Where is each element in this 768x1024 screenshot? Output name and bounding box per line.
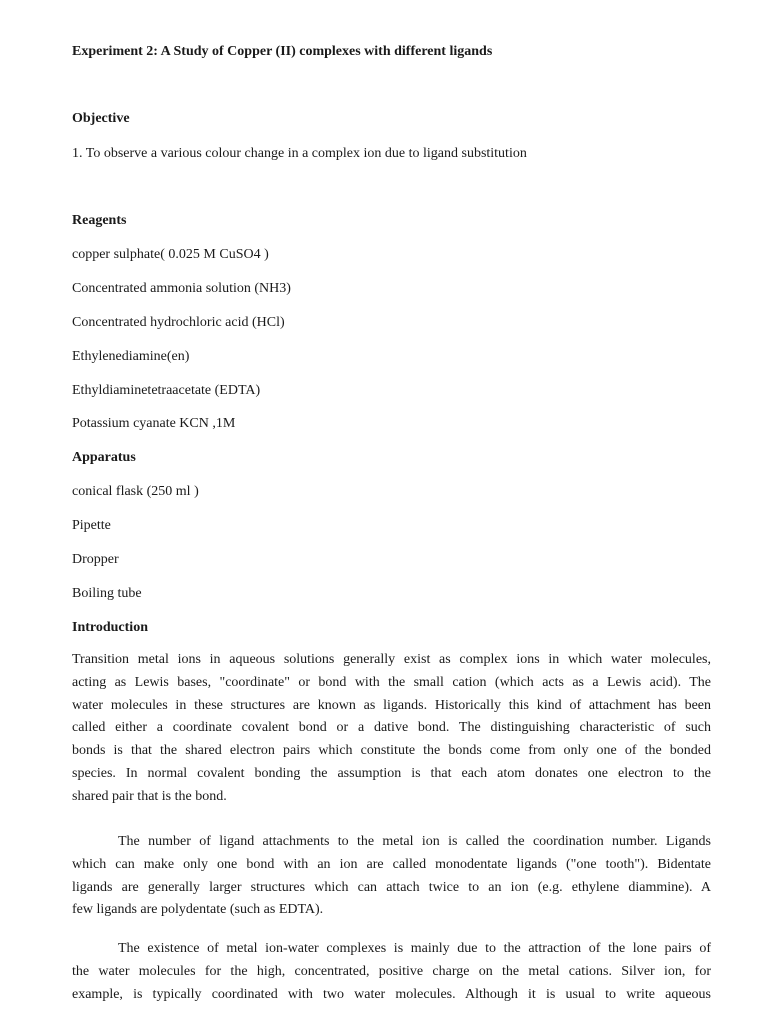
paragraph-line: bonds is that the shared electron pairs which constitute the bonds come from only one of the bonded xyxy=(72,743,711,759)
paragraph-line: few ligands are polydentate (such as EDTA). xyxy=(72,902,324,918)
reagent-item: Ethylenediamine(en) xyxy=(72,349,190,364)
paragraph-line: which can make only one bond with an ion are called monodentate ligands ("one tooth"). Bidentate xyxy=(72,856,711,872)
apparatus-item: Pipette xyxy=(72,518,111,533)
apparatus-item: conical flask (250 ml ) xyxy=(72,484,199,499)
reagent-item: Potassium cyanate KCN ,1M xyxy=(72,416,236,431)
paragraph-line: shared pair that is the bond. xyxy=(72,788,227,804)
introduction-heading: Introduction xyxy=(72,620,148,635)
paragraph-line: water molecules in these structures are known as ligands. Historically this kind of attachment has been xyxy=(72,697,711,713)
paragraph-line: example, is typically coordinated with two water molecules. Although it is usual to write aqueous xyxy=(72,986,711,1002)
objective-heading: Objective xyxy=(72,111,130,126)
paragraph-line: The number of ligand attachments to the metal ion is called the coordination number. Ligands xyxy=(118,834,711,849)
paragraph-line: acting as Lewis bases, "coordinate" or bond with the small cation (which acts as a Lewis acid). The xyxy=(72,674,711,690)
paragraph-line: The existence of metal ion-water complexes is mainly due to the attraction of the lone pairs of xyxy=(118,941,711,956)
paragraph-line: species. In normal covalent bonding the assumption is that each atom donates one electron to the xyxy=(72,765,711,781)
introduction-paragraph xyxy=(72,831,711,922)
objective-item: 1. To observe a various colour change in a complex ion due to ligand substitution xyxy=(72,146,527,161)
reagent-item: Concentrated ammonia solution (NH3) xyxy=(72,281,291,296)
introduction-paragraph xyxy=(72,938,711,1006)
apparatus-item: Dropper xyxy=(72,552,119,567)
reagent-item: Concentrated hydrochloric acid (HCl) xyxy=(72,315,285,330)
apparatus-heading: Apparatus xyxy=(72,450,136,465)
reagent-item: Ethyldiaminetetraacetate (EDTA) xyxy=(72,383,261,398)
apparatus-item: Boiling tube xyxy=(72,586,142,601)
reagent-item: copper sulphate( 0.025 M CuSO4 ) xyxy=(72,247,269,262)
paragraph-line: Transition metal ions in aqueous solutions generally exist as complex ions in which water molecules, xyxy=(72,652,711,667)
document-title: Experiment 2: A Study of Copper (II) complexes with different ligands xyxy=(72,44,493,59)
introduction-paragraph xyxy=(72,649,711,809)
paragraph-line: the water molecules for the high, concentrated, positive charge on the metal cations. Silver ion, for xyxy=(72,963,711,979)
reagents-heading: Reagents xyxy=(72,213,127,228)
paragraph-line: called either a coordinate covalent bond or a dative bond. The distinguishing characteristic of such xyxy=(72,720,711,736)
paragraph-line: ligands are generally larger structures which can attach twice to an ion (e.g. ethylene diammine). A xyxy=(72,879,711,895)
